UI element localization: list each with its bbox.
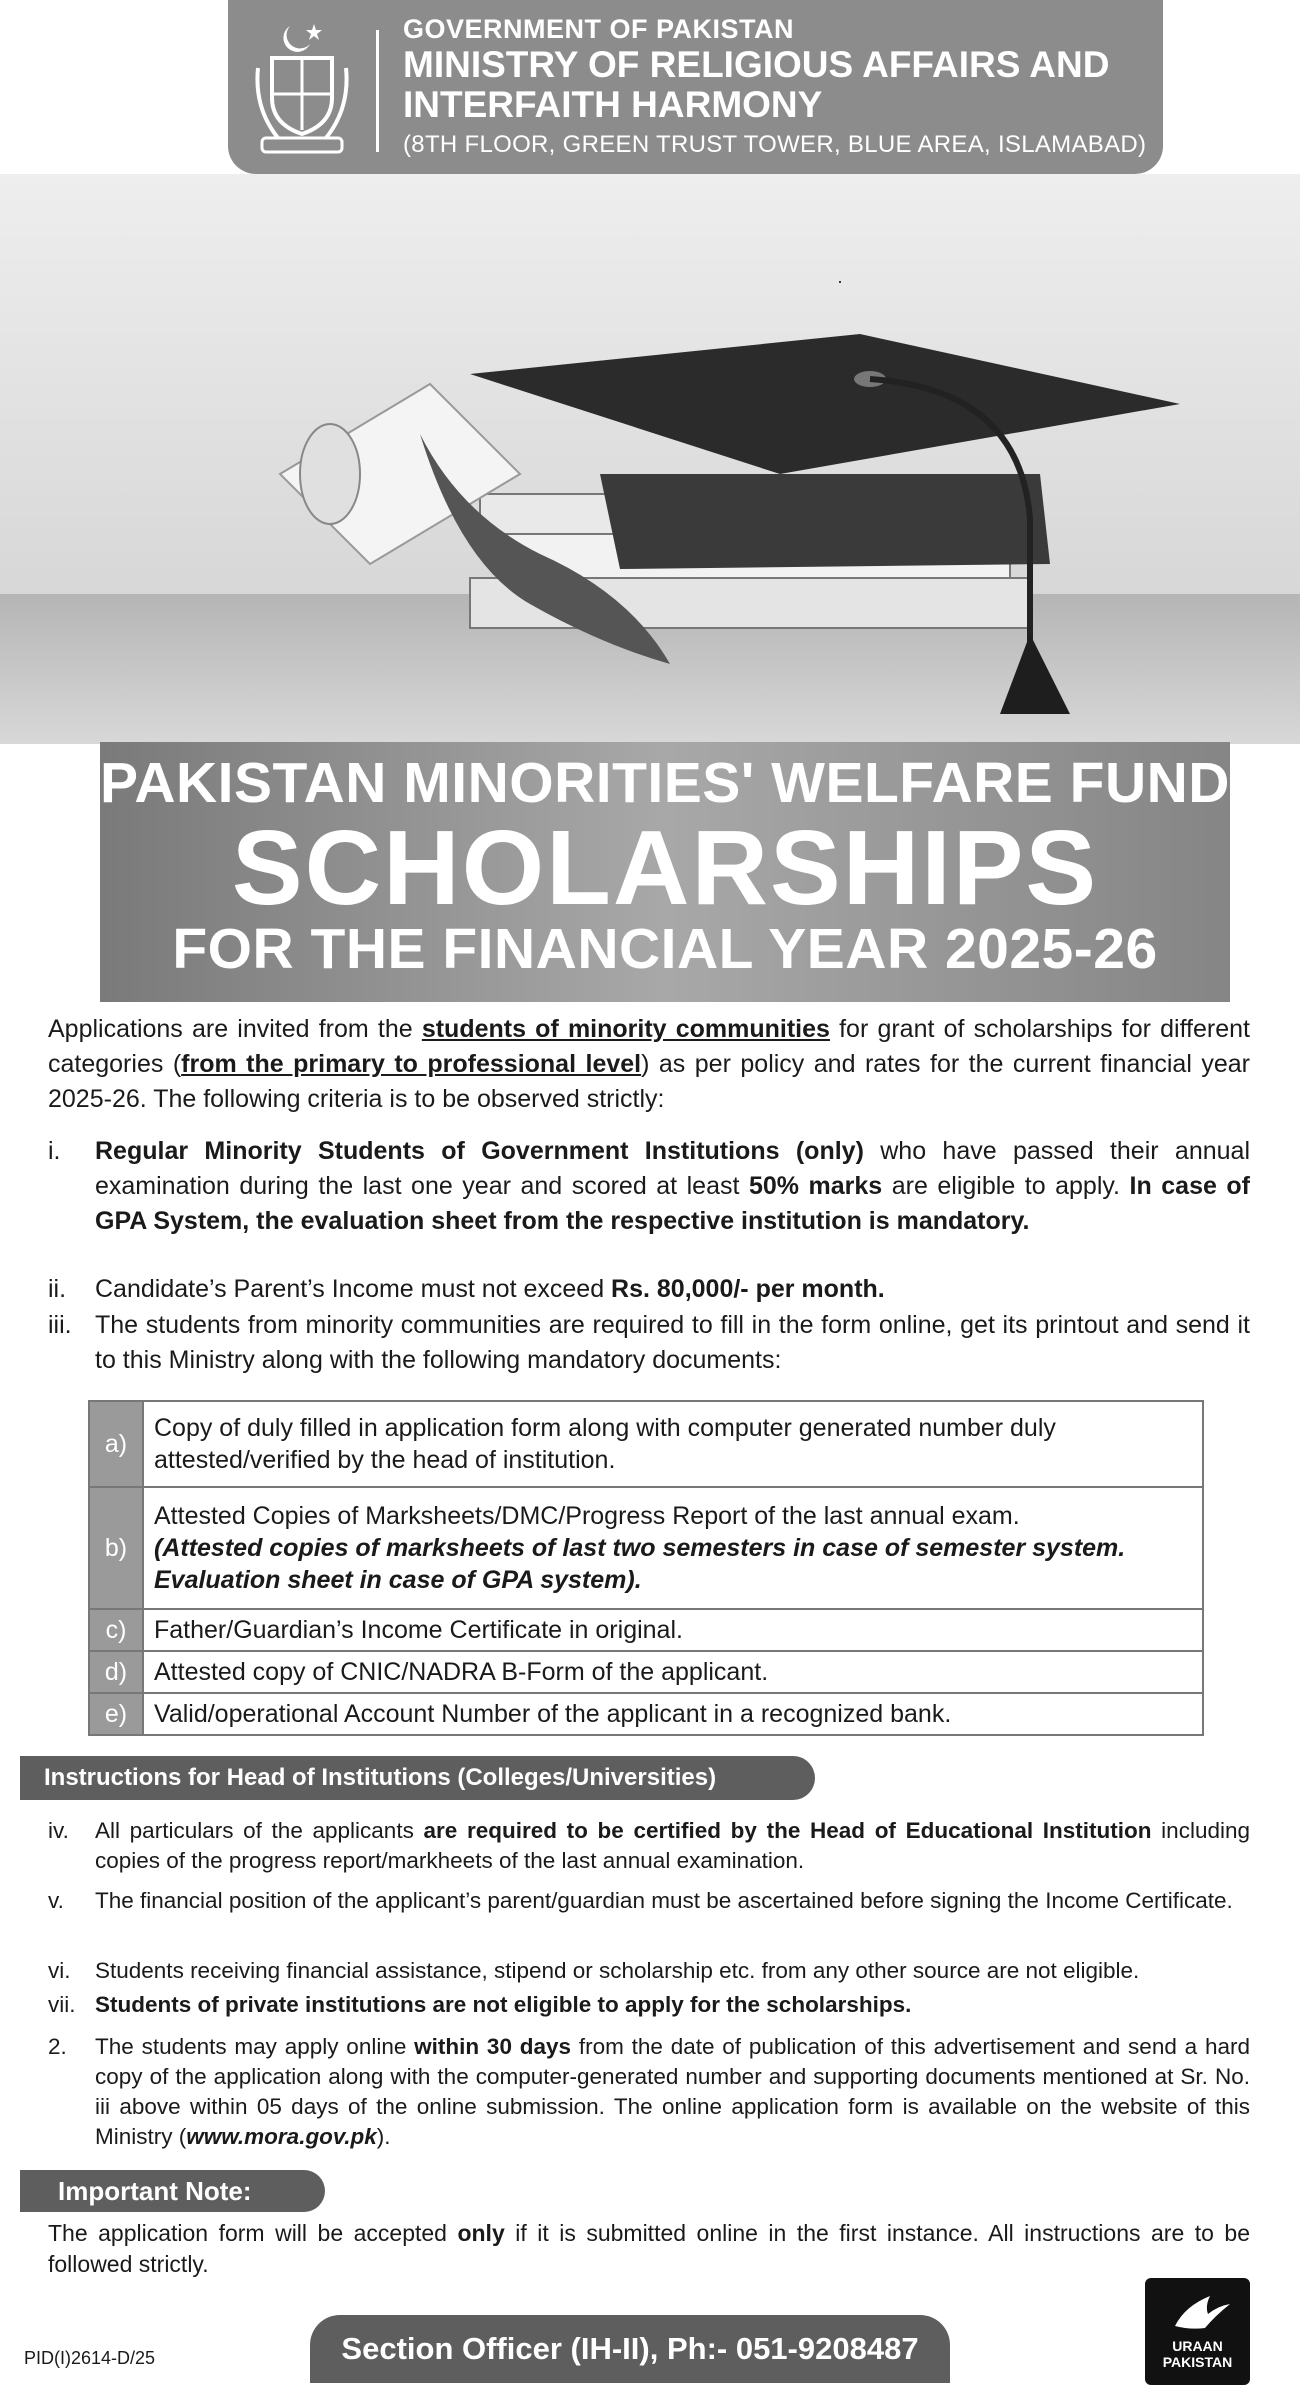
uraan-pakistan-logo	[1145, 2278, 1250, 2385]
instruction-item: 2. The students may apply online within 30 days from the date of publication of this advertisement and send a hard copy of the application along with the computer-generated number and supporting documents mentioned at Sr. No. iii above within 05 days of the online submission. The online application form is available on the website of this Ministry (www.mora.gov.pk).	[48, 2034, 1250, 2149]
uraan-logo-text: URAAN PAKISTAN	[1162, 2338, 1233, 2370]
scholarships-title: SCHOLARSHIPS	[231, 809, 1099, 927]
government-title: GOVERNMENT OF PAKISTAN	[403, 14, 795, 44]
instruction-item: v. The financial position of the applicant’s parent/guardian must be ascertained before signing the Income Certificate.	[48, 1888, 1233, 1913]
intro-paragraph: Applications are invited from the students of minority communities for grant of scholarships for different categories (from the primary to professional level) as per policy and rates for the current financial year 2025-26. The following criteria is to be observed strictly:	[48, 1015, 1250, 1113]
graduation-cap-photo	[0, 174, 1300, 744]
mandatory-documents-table	[88, 1400, 1204, 1736]
header-text	[403, 14, 1146, 159]
criteria-item: iii. The students from minority communities are required to fill in the form online, get its printout and send it to this Ministry along with the following mandatory documents:	[48, 1311, 1250, 1374]
important-note-text: The application form will be accepted only if it is submitted online in the first instance. All instructions are to be followed strictly.	[48, 2220, 1250, 2277]
ministry-header	[228, 0, 1163, 174]
title-banner	[100, 742, 1230, 1002]
header-divider	[376, 30, 379, 152]
table-row: e) Valid/operational Account Number of the applicant in a recognized bank.	[89, 1693, 1203, 1735]
instruction-item: iv. All particulars of the applicants are required to be certified by the Head of Educational Institution including copies of the progress report/markheets of the last annual examination.	[48, 1818, 1250, 1873]
bird-icon	[1145, 2278, 1250, 2338]
table-row: d) Attested copy of CNIC/NADRA B-Form of the applicant.	[89, 1651, 1203, 1693]
fund-title: PAKISTAN MINORITIES' WELFARE FUND	[100, 751, 1230, 815]
instruction-item: vii. Students of private institutions are not eligible to apply for the scholarships.	[48, 1992, 912, 2017]
pid-number: PID(I)2614-D/25	[24, 2348, 156, 2368]
ministry-address: (8TH FLOOR, GREEN TRUST TOWER, BLUE AREA, ISLAMABAD)	[403, 131, 1147, 158]
ministry-name-line2: INTERFAITH HARMONY	[403, 84, 823, 125]
ministry-website-link: www.mora.gov.pk	[186, 2124, 377, 2149]
criteria-item: i. Regular Minority Students of Government Institutions (only) who have passed their annual examination during the last one year and scored at least 50% marks are eligible to apply. In case of GPA System, the evaluation sheet from the respective institution is mandatory.	[48, 1137, 1250, 1235]
table-row: c) Father/Guardian’s Income Certificate in original.	[89, 1609, 1203, 1651]
instructions-heading: Instructions for Head of Institutions (Colleges/Universities)	[20, 1756, 815, 1800]
criteria-item: ii. Candidate’s Parent’s Income must not exceed Rs. 80,000/- per month.	[48, 1275, 885, 1303]
important-note-heading: Important Note:	[20, 2170, 325, 2212]
table-row: b) Attested Copies of Marksheets/DMC/Progress Report of the last annual exam. (Attested copies of marksheets of last two semesters in case of semester system. Evaluation sheet in case of GPA system).	[89, 1487, 1203, 1609]
financial-year-title: FOR THE FINANCIAL YEAR 2025-26	[172, 917, 1158, 981]
instruction-item: vi. Students receiving financial assistance, stipend or scholarship etc. from any other source are not eligible.	[48, 1958, 1140, 1983]
section-officer-contact: Section Officer (IH-II), Ph:- 051-9208487	[310, 2315, 950, 2383]
table-row: a) Copy of duly filled in application form along with computer generated number duly attested/verified by the head of institution.	[89, 1401, 1203, 1487]
ministry-name-line1: MINISTRY OF RELIGIOUS AFFAIRS AND	[403, 44, 1110, 85]
state-emblem-icon	[250, 18, 354, 158]
